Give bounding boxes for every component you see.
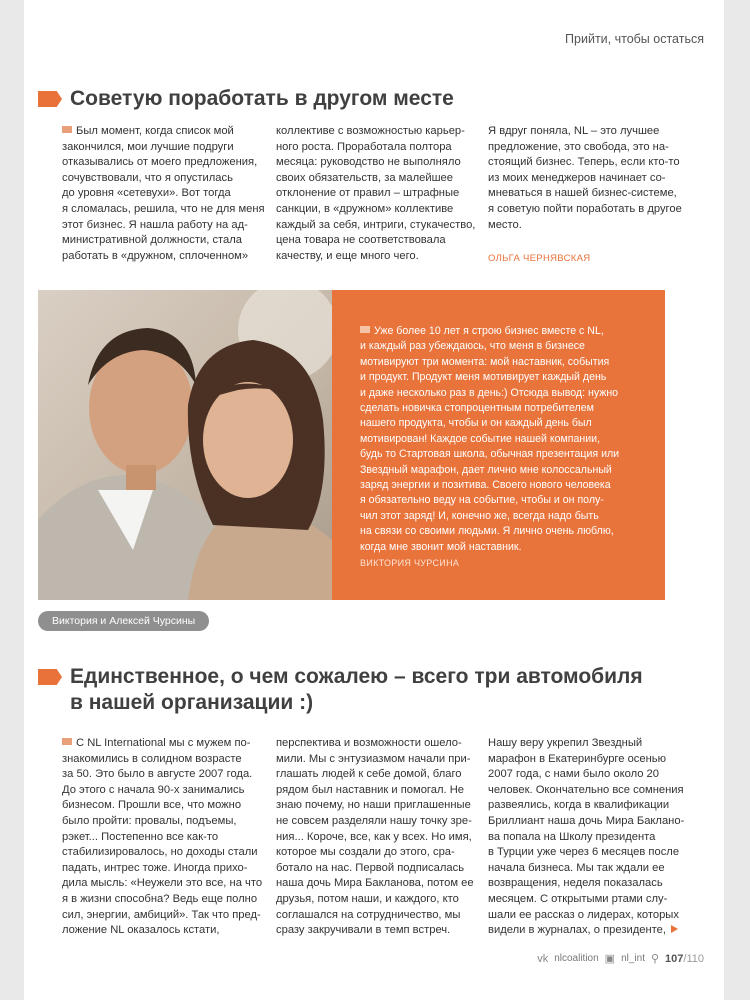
section2-column-1 <box>62 736 262 939</box>
section1-column-2 <box>276 124 475 264</box>
text-line: работать в «дружном, сплоченном» <box>62 249 249 262</box>
text-line: за 50. Это было в августе 2007 года. <box>62 768 253 781</box>
text-line: падать, интрес тоже. Иногда прихо- <box>62 861 248 874</box>
text-line: соглашался на сотрудничество, мы <box>276 908 461 921</box>
text-line: шали ее рассказ о лидерах, которых <box>488 908 679 921</box>
continue-arrow-icon <box>671 925 678 933</box>
instagram-handle[interactable]: nl_int <box>621 953 645 964</box>
text-line: Уже более 10 лет я строю бизнес вместе с NL, <box>360 324 619 339</box>
text-line: 2007 года, с нами было около 20 <box>488 768 660 781</box>
instagram-icon: ▣ <box>604 953 616 965</box>
text-line: чил этот заряд! И, конечно же, всегда надо быть <box>360 509 599 522</box>
envelope-icon <box>360 326 370 333</box>
text-line: мотивирован! Каждое событие нашей компании, <box>360 432 601 445</box>
text-line: глашать людей к себе домой, благо <box>276 768 462 781</box>
text-line: месяца: руководство не выполняло <box>276 156 461 169</box>
text-line: я советую пойти поработать в другое <box>488 202 682 215</box>
text-line: марафон в Екатеринбурге осенью <box>488 752 667 765</box>
text-line: До этого с начала 90-х занимались <box>62 783 245 796</box>
text-line: месяцем. С открытыми ртами слу- <box>488 892 668 905</box>
text-line: сочувствовали, что я опустилась <box>62 171 233 184</box>
text-line: начала бизнеса. Мы так ждали ее <box>488 861 665 874</box>
text-line: предложение, это свобода, это на- <box>488 140 669 153</box>
text-line: знаю почему, но наши приглашенные <box>276 799 471 812</box>
text-line: мотивируют три момента: мой наставник, события <box>360 355 610 368</box>
text-line: Я вдруг поняла, NL – это лучшее <box>488 125 660 137</box>
text-line: ва попала на Школу президента <box>488 830 656 843</box>
section1-heading <box>38 86 454 112</box>
text-line: стоящий бизнес. Теперь, если кто-то <box>488 156 680 169</box>
text-line: Бриллиант наша дочь Мира Баклано- <box>488 814 685 827</box>
page-number: 107 <box>665 952 684 965</box>
text-line: санкции, в «дружном» коллективе <box>276 202 454 215</box>
text-line: знакомились в солидном возрасте <box>62 752 242 765</box>
text-line: возвращения, неделя показалась <box>488 877 663 890</box>
text-line: заряд энергии и позитива. Своего нового человека <box>360 479 611 492</box>
text-line: нашего продукта, чтобы и он каждый день был <box>360 417 592 430</box>
section2-title-line-2: в нашей организации :) <box>70 691 314 714</box>
page-total: /110 <box>683 952 704 965</box>
text-line: рядом был наставник и помогал. Не <box>276 783 465 796</box>
text-line: закончился, мои лучшие подруги <box>62 140 234 153</box>
arrow-marker-icon <box>38 669 62 685</box>
text-line: и даже несколько раз в день:) Отсюда вывод: нужно <box>360 386 619 399</box>
text-line: на связи со своими людьми. Я лично очень люблю, <box>360 525 614 538</box>
text-line: Звездный марафон, дает лично мне колоссальный <box>360 463 612 476</box>
text-line: я сломалась, решила, что не для меня <box>62 202 265 215</box>
text-line: ложение NL оказалось кстати, <box>62 924 220 937</box>
text-line: из моих менеджеров начинает со- <box>488 171 666 184</box>
text-line: развеялись, когда в квалификации <box>488 799 670 812</box>
running-title: Прийти, чтобы остаться <box>565 32 704 46</box>
text-line: С NL International мы с мужем по- <box>62 736 262 752</box>
text-line: своих обязательств, за малейшее <box>276 171 454 184</box>
text-line: отклонение от правил – штрафные <box>276 187 460 200</box>
quote-box <box>332 290 665 600</box>
envelope-icon <box>62 126 72 133</box>
envelope-icon <box>62 738 72 745</box>
section1-column-3 <box>488 124 682 267</box>
quote-author: ВИКТОРИЯ ЧУРСИНА <box>360 558 460 568</box>
text-line: мили. Мы с энтузиазмом начали при- <box>276 752 471 765</box>
text-line: стабилизировалось, но доходы стали <box>62 846 258 859</box>
text-line: сразу закручивали в темп встреч. <box>276 924 451 937</box>
text-line: человек. Окончательно все сомнения <box>488 783 684 796</box>
text-line: до уровня «сетевухи». Вот тогда <box>62 187 231 200</box>
text-line: которое мы создали до этого, сра- <box>276 846 455 859</box>
text-line: наша дочь Мира Бакланова, потом ее <box>276 877 474 890</box>
section1-column-1 <box>62 124 265 264</box>
text-line: каждый за себя, интриги, стукачество, <box>276 218 476 231</box>
text-line: я в жизни способна? Ведь еще полно <box>62 892 258 905</box>
text-line: сил, энергии, амбиций». Так что пред- <box>62 908 261 921</box>
couple-photo <box>38 290 332 600</box>
text-line: когда мне звонит мой наставник. <box>360 540 522 553</box>
text-line: дила мысль: «Неужели это все, на что <box>62 877 263 890</box>
text-line: и каждый раз убеждаюсь, что меня в бизнесе <box>360 340 585 353</box>
location-pin-icon: ⚲ <box>650 953 660 965</box>
photo-caption: Виктория и Алексей Чурсины <box>38 611 209 631</box>
text-line: Был момент, когда список мой <box>62 124 265 140</box>
section2-title-line-1: Единственное, о чем сожалею – всего три автомобиля <box>70 665 643 688</box>
text-line: ного роста. Проработала полтора <box>276 140 452 153</box>
text-line: цена товара не соответствовала <box>276 234 446 247</box>
text-line: этот бизнес. Я нашла работу на ад- <box>62 218 248 231</box>
section2-column-2 <box>276 736 474 939</box>
text-line: будь то Стартовая школа, обычная презентация или <box>360 448 620 461</box>
text-line: рэкет... Постепенно все как-то <box>62 830 219 843</box>
vk-icon: vk <box>537 952 549 965</box>
text-line: ботало на нас. Первой подписалась <box>276 861 465 874</box>
text-line: и продукт. Продукт меня мотивирует каждый день <box>360 371 607 384</box>
text-line: не совсем разделяли нашу точку зре- <box>276 814 472 827</box>
text-line: место. <box>488 218 522 231</box>
section2-title <box>70 664 643 716</box>
text-line: коллективе с возможностью карьер- <box>276 125 465 137</box>
text-line: сделать новичка стопроцентным потребителем <box>360 402 594 415</box>
quote-text <box>360 324 619 555</box>
text-line: министративной должности, стала <box>62 234 243 247</box>
text-line: качеству, и еще много чего. <box>276 249 419 262</box>
text-line: мневаться в нашей бизнес-системе, <box>488 187 677 200</box>
section2-heading <box>38 664 643 716</box>
arrow-marker-icon <box>38 91 62 107</box>
section1-author: ОЛЬГА ЧЕРНЯВСКАЯ <box>488 253 591 265</box>
text-line: перспектива и возможности ошело- <box>276 737 462 749</box>
section2-column-3 <box>488 736 684 939</box>
text-line: отказывались от моего предложения, <box>62 156 258 169</box>
text-line: видели в журналах, о президенте, <box>488 923 684 939</box>
vk-handle[interactable]: nlcoalition <box>554 953 599 964</box>
text-line: друзья, потом наши, и каждого, кто <box>276 892 459 905</box>
text-line: в Турции уже через 6 месяцев после <box>488 846 680 859</box>
text-line: я обязательно веду на событие, чтобы и он полу- <box>360 494 604 507</box>
section1-title: Советую поработать в другом месте <box>70 87 454 110</box>
text-line: ния... Короче, все, как у всех. Но имя, <box>276 830 472 843</box>
page-footer <box>537 952 704 965</box>
text-line: бизнесом. Прошли все, что можно <box>62 799 242 812</box>
text-line: Нашу веру укрепил Звездный <box>488 737 643 749</box>
text-line: было пройти: провалы, подъемы, <box>62 814 237 827</box>
